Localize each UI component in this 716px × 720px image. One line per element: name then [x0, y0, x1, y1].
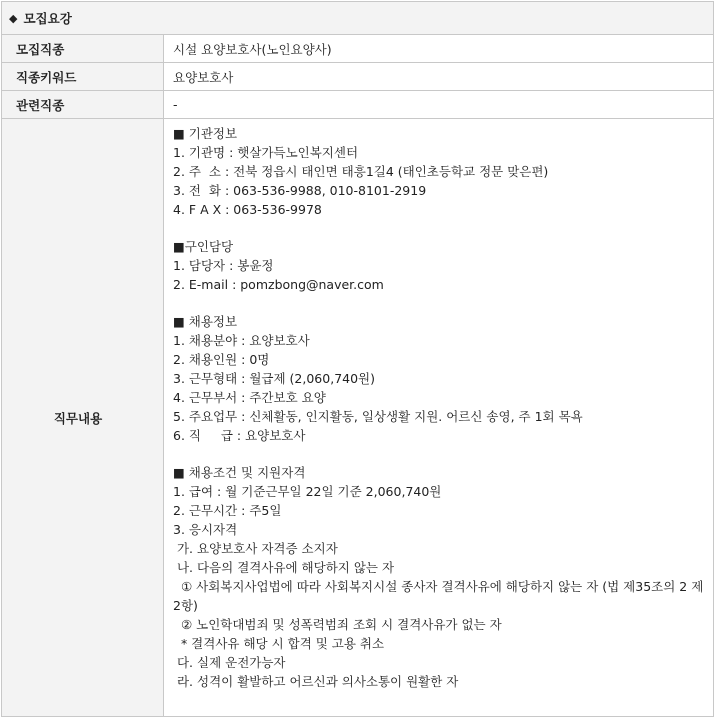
desc-line: 다. 실제 운전가능자 — [173, 655, 286, 670]
desc-line: ② 노인학대범죄 및 성폭력범죄 조회 시 결격사유가 없는 자 — [173, 617, 502, 632]
desc-line: 3. 근무형태 : 월급제 (2,060,740원) — [173, 371, 376, 386]
table-row — [2, 91, 714, 119]
desc-heading: ■ 채용조건 및 지원자격 — [173, 465, 306, 480]
desc-line: 1. 급여 : 월 기준근무일 22일 기준 2,060,740원 — [173, 484, 442, 499]
desc-line: 3. 응시자격 — [173, 522, 238, 537]
table-row — [2, 119, 714, 717]
desc-line: 라. 성격이 활발하고 어르신과 의사소통이 원활한 자 — [173, 674, 459, 689]
desc-line: ① 사회복지사업법에 따라 사회복지시설 종사자 결격사유에 해당하지 않는 자 (법 제35조의 2 제2항) — [173, 579, 704, 613]
block-spacer — [173, 294, 704, 312]
row-label-related: 관련직종 — [2, 91, 164, 119]
row-label-job-desc: 직무내용 — [2, 119, 164, 717]
row-value-related: - — [164, 91, 714, 119]
desc-line: 3. 전 화 : 063-536-9988, 010-8101-2919 — [173, 183, 427, 198]
desc-line: * 결격사유 해당 시 합격 및 고용 취소 — [173, 636, 385, 651]
row-label-keyword: 직종키워드 — [2, 63, 164, 91]
desc-line: 나. 다음의 결격사유에 해당하지 않는 자 — [173, 560, 395, 575]
recruitment-panel — [1, 1, 714, 717]
desc-line: 4. F A X : 063-536-9978 — [173, 202, 322, 217]
desc-line: 1. 채용분야 : 요양보호사 — [173, 333, 310, 348]
diamond-icon: ◆ — [9, 11, 18, 25]
desc-line: 4. 근무부서 : 주간보호 요양 — [173, 390, 326, 405]
job-description — [173, 119, 704, 691]
table-row — [2, 35, 714, 63]
desc-heading: ■ 기관정보 — [173, 126, 238, 141]
desc-line: 가. 요양보호사 자격증 소지자 — [173, 541, 338, 556]
desc-line: 1. 기관명 : 햇살가득노인복지센터 — [173, 145, 359, 160]
block-spacer — [173, 219, 704, 237]
desc-line: 5. 주요업무 : 신체활동, 인지활동, 일상생활 지원. 어르신 송영, 주 1회 목욕 — [173, 409, 583, 424]
row-label-occupation: 모집직종 — [2, 35, 164, 63]
section-header — [1, 1, 714, 35]
recruitment-table — [1, 35, 714, 717]
desc-line: 1. 담당자 : 봉윤정 — [173, 258, 274, 273]
section-title: 모집요강 — [23, 11, 72, 26]
block-spacer — [173, 445, 704, 463]
row-value-job-desc — [164, 119, 714, 717]
desc-heading: ■구인담당 — [173, 239, 234, 254]
table-row — [2, 63, 714, 91]
row-value-keyword: 요양보호사 — [164, 63, 714, 91]
desc-line: 6. 직 급 : 요양보호사 — [173, 428, 306, 443]
desc-line: 2. 채용인원 : 0명 — [173, 352, 270, 367]
desc-line: 2. 근무시간 : 주5일 — [173, 503, 282, 518]
row-value-occupation: 시설 요양보호사(노인요양사) — [164, 35, 714, 63]
desc-line: 2. E-mail : pomzbong@naver.com — [173, 277, 384, 292]
desc-heading: ■ 채용정보 — [173, 314, 238, 329]
desc-line: 2. 주 소 : 전북 정읍시 태인면 태흥1길4 (태인초등학교 정문 맞은편) — [173, 164, 549, 179]
